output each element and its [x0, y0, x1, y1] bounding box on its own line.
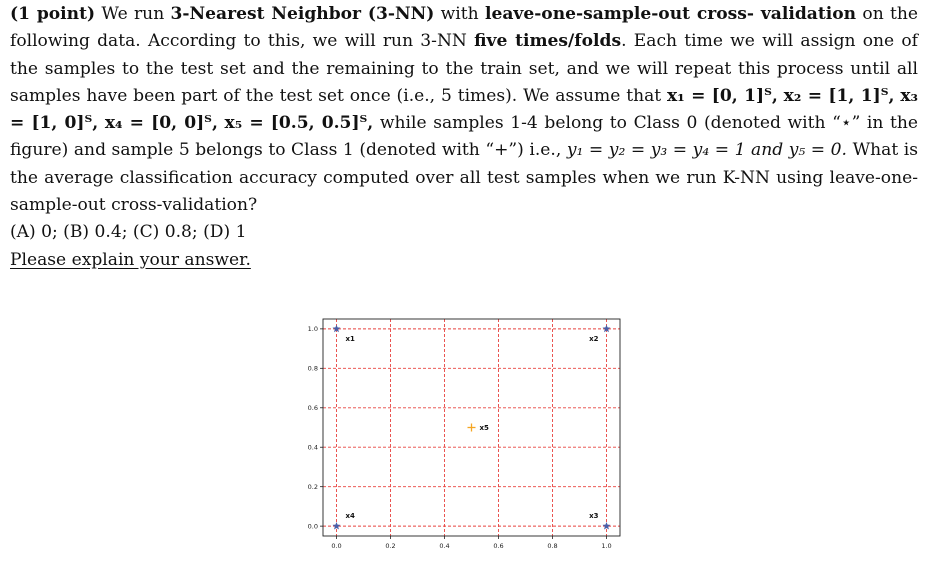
x-tick-label: 0.0 — [331, 542, 342, 550]
text-we-run: We run — [101, 4, 165, 24]
text-p4: What is the average classification accuracy computed over all test samples when we run K-NN using leave-one-sample-out cross-validation? — [10, 140, 918, 216]
scatter-plot — [290, 312, 630, 562]
point-label-x1: x1 — [345, 334, 355, 343]
explain-prompt: Please explain your answer. — [10, 249, 251, 270]
point-label-x2: x2 — [589, 334, 599, 343]
y-tick-label: 0.2 — [307, 482, 318, 491]
text-p3: while samples 1-4 belong to Class 0 (denoted with “⋆” in the figure) and sample 5 belongs to Class 1 (denoted with “+”) i.e., — [10, 113, 919, 161]
cv-name: leave-one-sample-out cross- validation — [484, 4, 857, 24]
y-tick-label: 1.0 — [307, 325, 318, 334]
point-x5 — [468, 424, 476, 432]
y-tick-label: 0.8 — [307, 364, 318, 373]
folds-label: five times/folds — [474, 31, 622, 52]
x1-def: x₁ = [0, 1]ᵀ, — [667, 85, 778, 106]
y-tick-label: 0.0 — [307, 522, 318, 531]
x-tick-label: 0.8 — [547, 542, 558, 550]
answer-options: (A) 0; (B) 0.4; (C) 0.8; (D) 1 — [10, 222, 247, 243]
point-x4 — [333, 522, 341, 530]
x-tick-label: 0.4 — [439, 542, 450, 550]
y-tick-label: 0.6 — [307, 404, 318, 413]
text-with: with — [440, 4, 479, 24]
y-tick-label: 0.4 — [307, 443, 318, 452]
points-label: (1 point) — [10, 4, 96, 24]
point-label-x4: x4 — [345, 512, 355, 521]
point-label-x5: x5 — [479, 424, 489, 432]
text-p2: . Each time we will assign one of the samples to the test set and the remaining to the train set, and we will repeat this process until all samples have been part of the test set once (i.e., 5 times). We assume that — [10, 31, 919, 106]
point-x3 — [603, 522, 611, 530]
labels-def: y₁ = y₂ = y₃ = y₄ = 1 and y₅ = 0. — [566, 140, 847, 161]
x-tick-label: 1.0 — [601, 542, 612, 550]
method-name: 3-Nearest Neighbor (3-NN) — [170, 4, 435, 24]
x5-def: x₅ = [0.5, 0.5]ᵀ, — [224, 113, 374, 134]
x2-def: x₂ = [1, 1]ᵀ, — [783, 85, 895, 106]
x3-def: x₃ = [1, 0]ᵀ, — [10, 85, 919, 134]
x4-def: x₄ = [0, 0]ᵀ, — [104, 113, 218, 134]
scatter-chart — [290, 312, 630, 562]
question-text — [10, 1, 918, 274]
text-p1: on the following data. According to this, we will run 3-NN — [10, 4, 919, 52]
x-tick-label: 0.2 — [385, 542, 396, 550]
point-label-x3: x3 — [589, 512, 599, 521]
x-tick-label: 0.6 — [493, 542, 504, 550]
